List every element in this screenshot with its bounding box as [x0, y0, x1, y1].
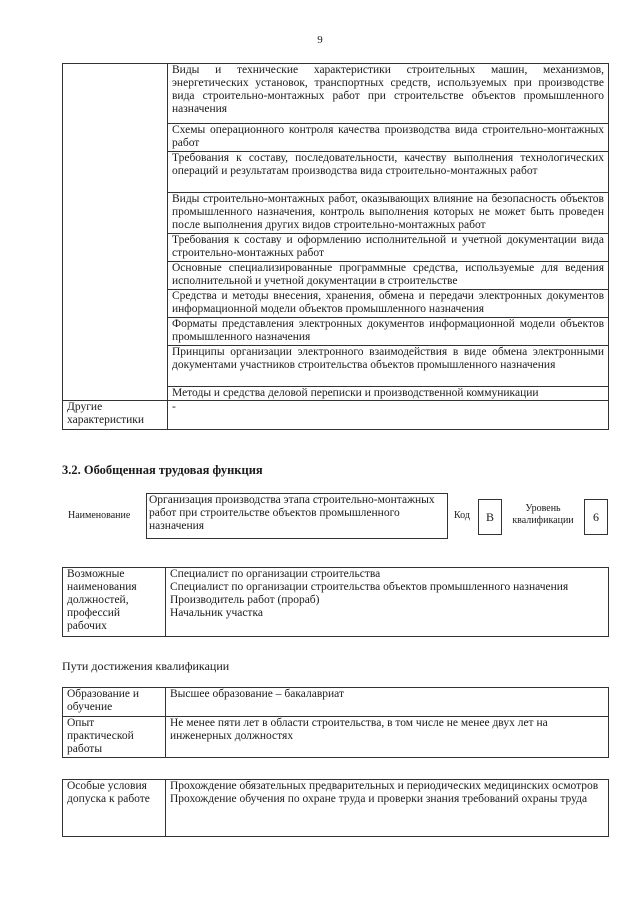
position-item: Специалист по организации строительства: [170, 568, 381, 580]
positions-list: [166, 568, 609, 637]
requirement-item: Методы и средства деловой переписки и производственной коммуникации: [168, 387, 609, 401]
special-conditions-table: [62, 779, 609, 837]
name-label: Наименование: [68, 510, 131, 521]
education-value: Высшее образование – бакалавриат: [166, 688, 609, 717]
special-condition-item: Прохождение обязательных предварительных и периодических медицинских осмотров: [170, 780, 599, 792]
positions-table: [62, 567, 609, 637]
requirement-item: Схемы операционного контроля качества производства вида строительно-монтажных работ: [168, 124, 609, 152]
table-row: [63, 401, 609, 430]
table-row: [63, 717, 609, 758]
position-item: Специалист по организации строительства объектов промышленного назначения: [170, 581, 569, 593]
position-item: Производитель работ (прораб): [170, 594, 320, 606]
requirement-item: Средства и методы внесения, хранения, обмена и передачи электронных документов информационной модели объектов промышленного назначения: [168, 290, 609, 318]
other-characteristics-label: Другие характеристики: [63, 401, 168, 430]
code-value: B: [478, 499, 502, 535]
positions-label: Возможные наименования должностей, профессий рабочих: [63, 568, 166, 637]
special-condition-item: Прохождение обучения по охране труда и проверки знания требований охраны труда: [170, 793, 588, 805]
table-row: [63, 780, 609, 837]
special-conditions-label: Особые условия допуска к работе: [63, 780, 166, 837]
requirement-item: Виды строительно-монтажных работ, оказывающих влияние на безопасность объектов промышленного назначения, контроль выполнения которых не может быть проведен после выполнения других видов строительно-монтажных работ: [168, 193, 609, 234]
generalized-function-header: [62, 493, 609, 541]
name-value: Организация производства этапа строительно-монтажных работ при строительстве объектов промышленного назначения: [146, 493, 448, 539]
table-row: [63, 688, 609, 717]
empty-label-cell: [63, 64, 168, 401]
experience-value: Не менее пяти лет в области строительства, в том числе не менее двух лет на инженерных должностях: [166, 717, 609, 758]
code-label: Код: [454, 510, 470, 521]
table-row: [63, 64, 609, 124]
qualification-level-value: 6: [584, 499, 608, 535]
requirement-item: Принципы организации электронного взаимодействия в виде обмена электронными документами участников строительства объектов промышленного назначения: [168, 346, 609, 387]
education-table: [62, 687, 609, 758]
experience-label: Опыт практической работы: [63, 717, 166, 758]
section-title: 3.2. Обобщенная трудовая функция: [62, 463, 263, 477]
education-label: Образование и обучение: [63, 688, 166, 717]
requirement-item: Форматы представления электронных документов информационной модели объектов промышленного назначения: [168, 318, 609, 346]
requirement-item: Виды и технические характеристики строительных машин, механизмов, энергетических установок, транспортных средств, используемых при производстве вида строительно-монтажных работ при строительстве объектов промышленного назначения: [168, 64, 609, 124]
other-characteristics-value: -: [168, 401, 609, 430]
requirements-table: [62, 63, 609, 430]
requirement-item: Требования к составу и оформлению исполнительной и учетной документации вида строительно-монтажных работ: [168, 234, 609, 262]
special-conditions-list: [166, 780, 609, 837]
page-number: 9: [317, 34, 323, 46]
requirement-item: Основные специализированные программные средства, используемые для ведения исполнительной и учетной документации в строительстве: [168, 262, 609, 290]
qualification-paths-title: Пути достижения квалификации: [62, 659, 230, 673]
requirement-item: Требования к составу, последовательности, качеству выполнения технологических операций и результатам производства вида строительно-монтажных работ: [168, 152, 609, 193]
table-row: [63, 568, 609, 637]
qualification-level-label: Уровень квалификации: [512, 503, 574, 526]
position-item: Начальник участка: [170, 607, 263, 619]
